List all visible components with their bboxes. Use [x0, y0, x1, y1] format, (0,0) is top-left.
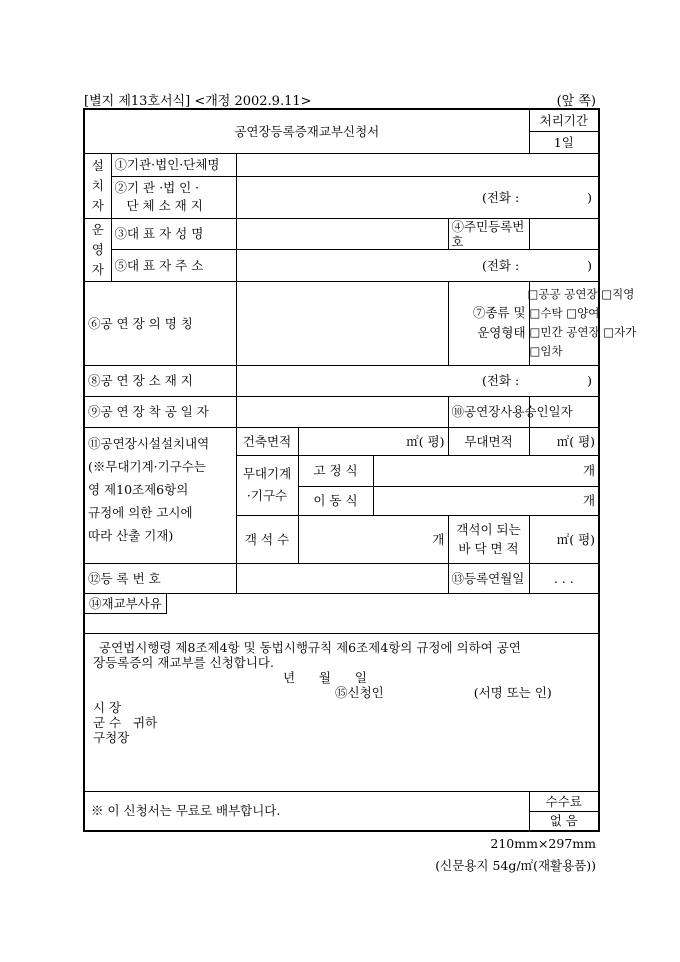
rep-address-input[interactable]: (전화 : ): [236, 249, 599, 281]
construction-start-label: ⑨공 연 장 착 공 일 자: [84, 396, 236, 427]
founder-group-label: 설치자: [84, 153, 111, 218]
operator-group-label: 운영자: [84, 218, 111, 281]
venue-address-input[interactable]: (전화 : ): [236, 365, 599, 396]
fee-value: 없 음: [529, 811, 599, 831]
statement-line-1: 공연법시행령 제8조제4항 및 동법시행규칙 제6조제4항의 규정에 의하여 공연: [99, 639, 521, 655]
rep-name-input[interactable]: [236, 218, 448, 249]
venue-name-label: ⑥공 연 장 의 명 칭: [84, 281, 236, 365]
form-title: 공연장등록증재교부신청서: [84, 109, 529, 153]
option-public-venue[interactable]: □공공 공연장: [527, 287, 598, 301]
statement-line-2: 장등록증의 재교부를 신청합니다.: [93, 654, 274, 670]
reissue-reason-cell[interactable]: [84, 593, 599, 633]
option-transfer[interactable]: □양여: [566, 306, 600, 320]
registration-number-input[interactable]: [236, 563, 448, 593]
revision-date: <개정 2002.9.11>: [194, 94, 312, 109]
building-area-label: 건축면적: [236, 427, 298, 455]
org-name-input[interactable]: [236, 153, 599, 176]
registration-number-label: ⑫등 록 번 호: [84, 563, 236, 593]
paper-size: 210mm×297mm: [490, 836, 596, 851]
applicant-label: ⑮신청인: [335, 684, 384, 700]
option-lease[interactable]: □임차: [529, 344, 563, 358]
seats-label: 객 석 수: [236, 515, 298, 563]
statement-date: 년 월 일: [283, 669, 367, 685]
processing-period-label: 처리기간: [529, 109, 599, 131]
resident-number-input[interactable]: [529, 218, 599, 249]
org-address-label: ②기 관 ·법 인 · 단 체 소 재 지: [111, 176, 236, 218]
page-side: (앞 쪽): [556, 94, 596, 109]
free-note: ※ 이 신청서는 무료로 배부합니다.: [84, 791, 529, 831]
mobile-label: 이 동 식: [298, 486, 373, 515]
reissue-reason-label: ⑭재교부사유: [85, 594, 167, 614]
option-own[interactable]: □자가: [603, 325, 637, 339]
processing-period-value: 1일: [529, 131, 599, 153]
type-operation-label: ⑦종류 및 운영형태: [448, 281, 529, 365]
stage-area-input[interactable]: ㎡( 평): [529, 427, 599, 455]
form-number-text: [별지 제13호서식]: [84, 94, 191, 109]
facility-details-label: ⑪공연장시설설치내역 (※무대기계·기구수는 영 제10조제6항의 규정에 의한 고시에 따라 산출 기재): [84, 427, 236, 563]
application-form: [83, 108, 637, 832]
construction-start-input[interactable]: [236, 396, 448, 427]
sign-label: (서명 또는 인): [473, 684, 552, 700]
seats-input[interactable]: 개: [298, 515, 448, 563]
registration-date-label: ⑬등록연월일: [448, 563, 529, 593]
type-operation-options: [527, 281, 637, 365]
registration-date-input[interactable]: . . .: [529, 563, 599, 593]
use-approval-label: ⑩공연장사용승인일자: [448, 396, 529, 427]
addressee-1: 시 장: [93, 699, 122, 715]
addressee-2: 군 수 귀하: [93, 714, 158, 730]
option-consign[interactable]: □수탁: [529, 306, 563, 320]
venue-name-input[interactable]: [236, 281, 448, 365]
option-private-venue[interactable]: □민간 공연장: [529, 325, 600, 339]
fixed-label: 고 정 식: [298, 455, 373, 486]
phone-label: (전화 :: [481, 189, 520, 205]
stage-machine-label: 무대기계 ·기구수: [236, 455, 298, 515]
resident-number-label: ④주민등록번호: [448, 218, 529, 249]
building-area-input[interactable]: ㎡( 평): [298, 427, 448, 455]
fixed-count-input[interactable]: 개: [373, 455, 599, 486]
option-direct[interactable]: □직영: [601, 287, 635, 301]
org-address-input[interactable]: (전화 : ): [236, 176, 599, 218]
org-name-label: ①기관·법인·단체명: [111, 153, 236, 176]
statement-block: [84, 633, 599, 791]
rep-name-label: ③대 표 자 성 명: [111, 218, 236, 249]
addressee-3: 구청장: [93, 729, 130, 745]
applicant-line: [93, 685, 590, 700]
mobile-count-input[interactable]: 개: [373, 486, 599, 515]
seat-floor-area-input[interactable]: ㎡( 평): [529, 515, 599, 563]
fee-label: 수수료: [529, 791, 599, 811]
form-number: [84, 90, 312, 109]
rep-address-label: ⑤대 표 자 주 소: [111, 249, 236, 281]
venue-address-label: ⑧공 연 장 소 재 지: [84, 365, 236, 396]
paper-type: (신문용지 54g/㎡(재활용품)): [435, 858, 596, 873]
stage-area-label: 무대면적: [448, 427, 529, 455]
seat-floor-area-label: 객석이 되는 바 닥 면 적: [448, 515, 529, 563]
